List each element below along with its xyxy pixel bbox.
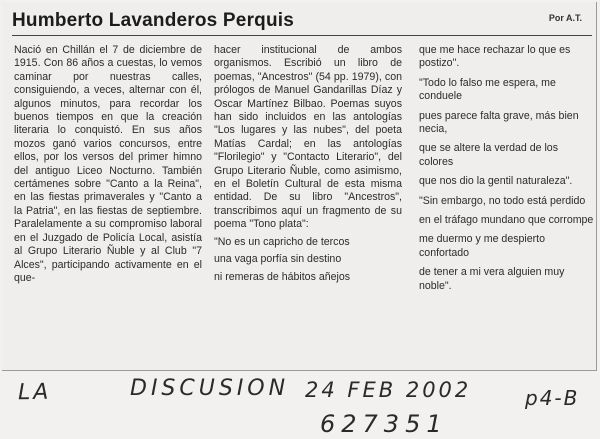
poem-line: en el tráfago mundano que corrompe — [419, 214, 594, 227]
article-title: Humberto Lavanderos Perquis — [12, 10, 295, 31]
poem-line: que me hace rechazar lo que es postizo". — [419, 44, 571, 70]
title-rule — [12, 35, 592, 36]
poem-line: que se altere la verdad de los colores — [419, 142, 558, 168]
column-2-text: hacer institucional de ambos organismos. Escribió un libro de poemas, "Ancestros" (54 pp. 1979), con prólogos de Manuel Gandarillas Díaz y Oscar Martínez Bilbao. Poemas suyos han sido incluidos en las antologías "Los lugares y las nubes", del poeta Matías Cardal; en las antologías "Florilegio" y "Contacto Literario", del Grupo Literario Ñuble, como asimismo, en el Boletín Cultural de esta misma entidad. De su libro "Ancestros", transcribimos aquí un fragmento de su poema "Tono plata": — [214, 44, 402, 231]
poem-line: pues parece falta grave, más bien necia, — [419, 109, 579, 136]
poem-line: "Sin embargo, no todo está perdido — [419, 194, 586, 207]
article-byline: Por A.T. — [548, 13, 582, 23]
poem-line: de tener a mi vera alguien muy noble". — [419, 266, 565, 292]
poem-line: que nos dio la gentil naturaleza". — [419, 175, 573, 188]
article-column-3 — [419, 44, 595, 299]
handwritten-page: p4-B — [525, 386, 580, 410]
poem-line: "No es un capricho de tercos — [214, 235, 350, 248]
article-column-2 — [214, 44, 402, 288]
article-column-1 — [14, 44, 202, 285]
handwritten-code: 627351 — [320, 410, 448, 438]
newspaper-clipping — [2, 2, 597, 371]
handwritten-paper-name-2: DISCUSION — [130, 376, 290, 401]
poem-line: ni remeras de hábitos añejos — [214, 270, 351, 283]
column-1-text: Nació en Chillán el 7 de diciembre de 1915. Con 86 años a cuestas, lo vemos caminar por nuestras calles, consiguiendo, a veces, alternar con él, algunos minutos, para recordar los buenos tiempos en que la creación literaria lo conquistó. En sus años mozos ganó varios concursos, entre ellos, por los versos del primer himno del antiguo Liceo Nocturno. También certámenes sobre "Canto a la Reina", en las fiestas primaverales y "Canto a la Patria", en las fiestas de septiembre. Paralelamente a su compromiso laboral en el Juzgado de Policía Local, asistía al Grupo Literario Ñuble y al Club "7 Alces", participando activamente en el que- — [14, 44, 202, 284]
handwritten-paper-name: LA — [17, 379, 52, 406]
poem-line: "Todo lo falso me espera, me conduele — [419, 76, 556, 103]
handwritten-date: 24 FEB 2002 — [305, 378, 472, 402]
poem-line: me duermo y me despierto confortado — [419, 233, 546, 259]
poem-fragment-start — [214, 236, 402, 284]
poem-line: una vaga porfía sin destino — [214, 253, 342, 266]
